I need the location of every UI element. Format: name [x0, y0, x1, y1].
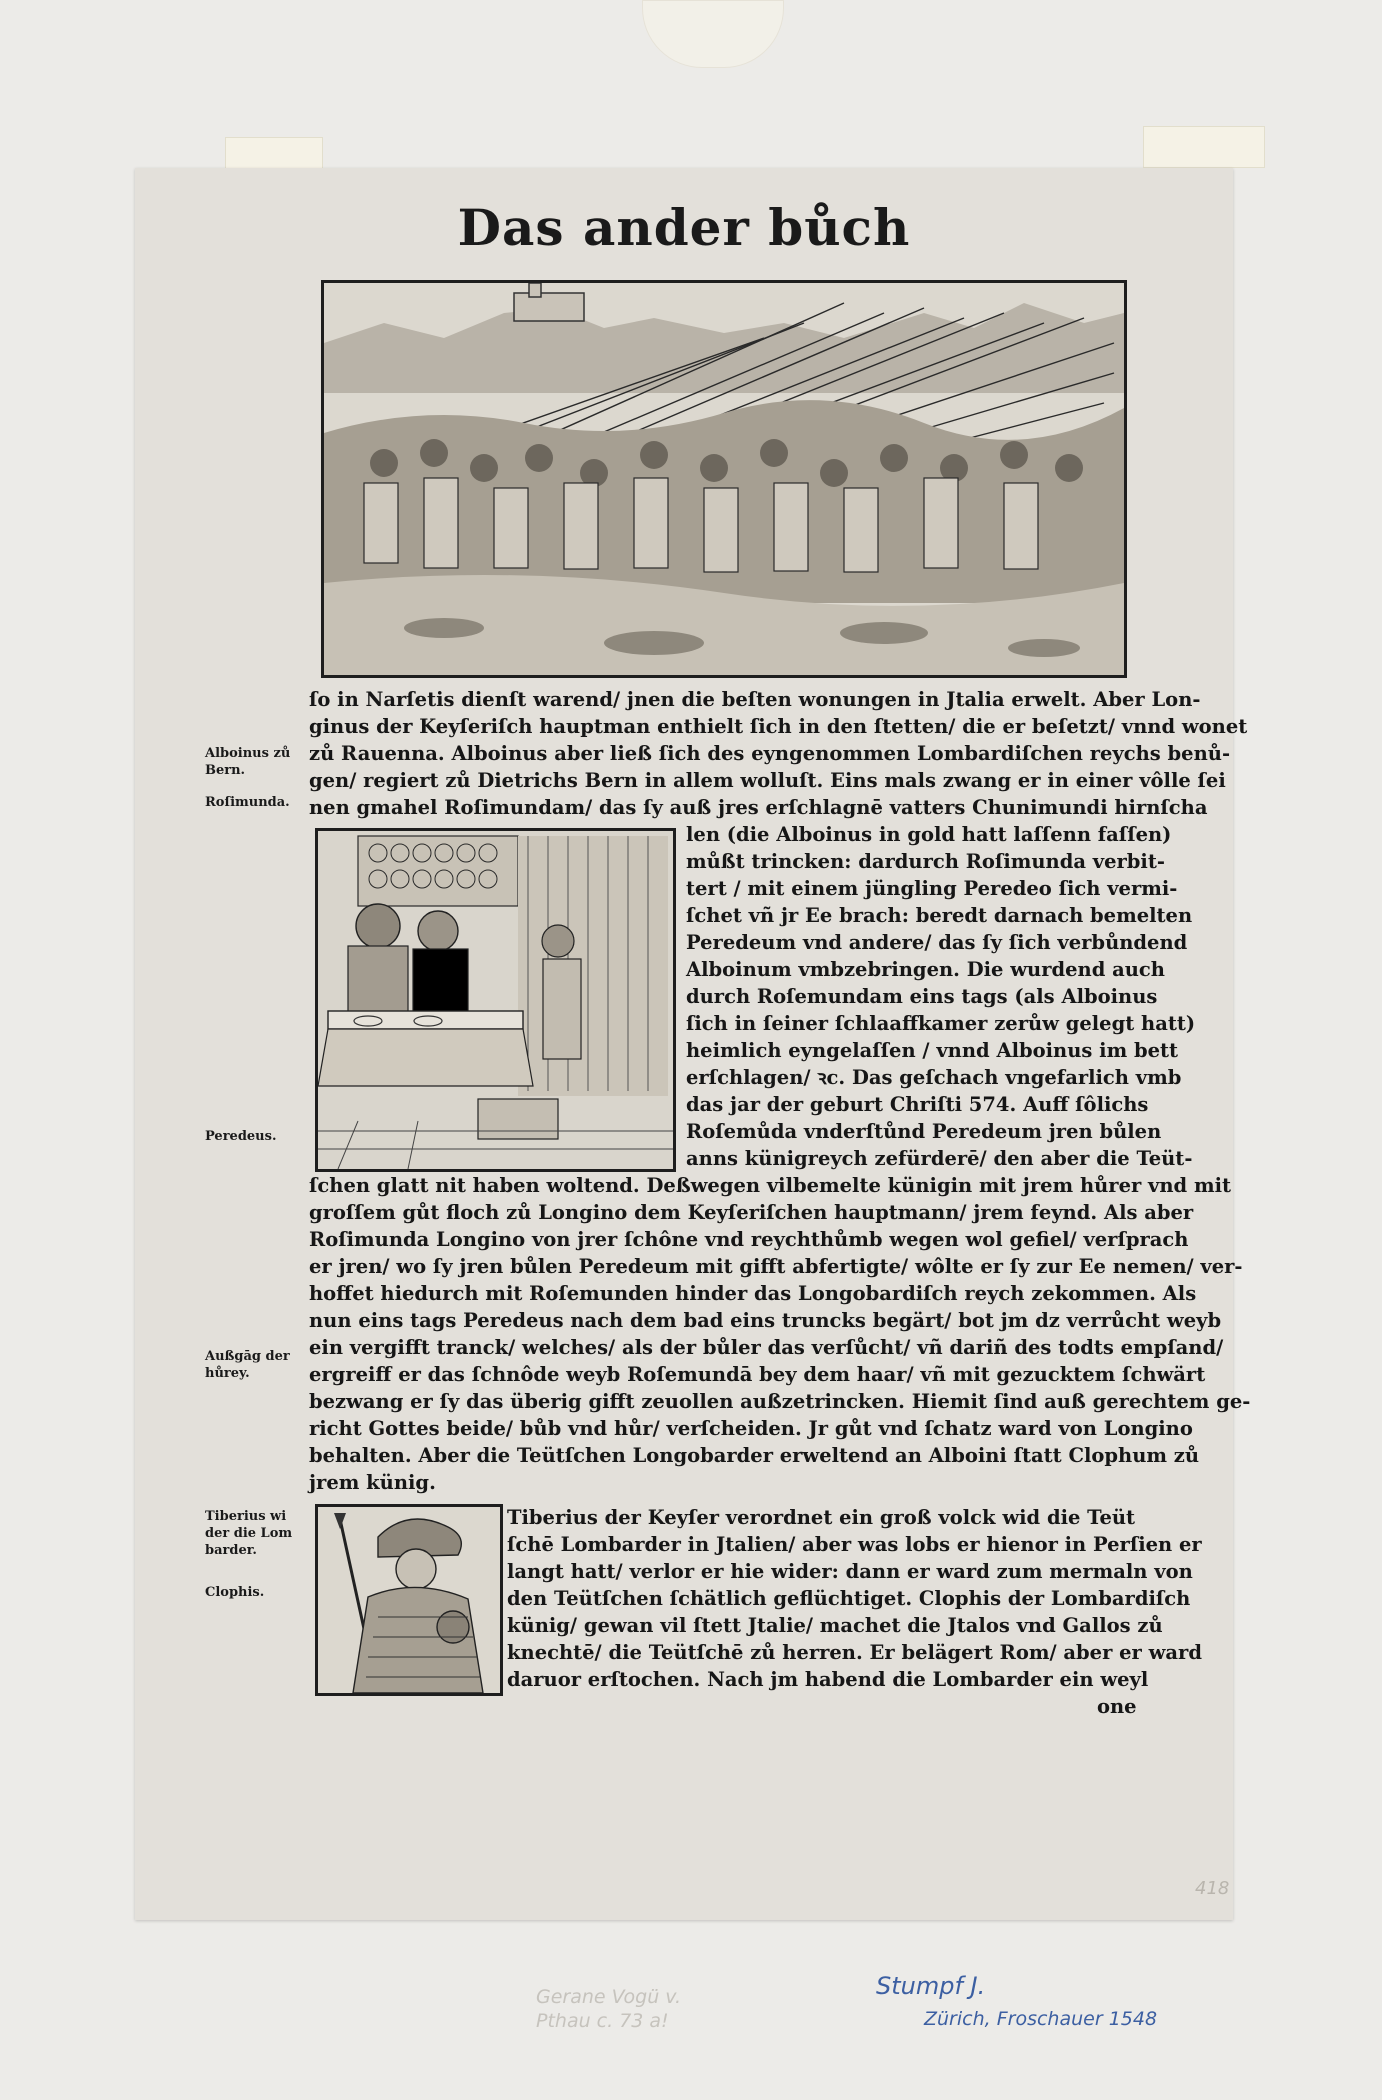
- ink-attribution-imprint: Zürich, Froschauer 1548: [924, 2008, 1158, 2030]
- text-line: ſo in Narſetis dienſt warend/ jnen die beſten wonungen in Jtalia erwelt. Aber Lon-: [309, 688, 1201, 711]
- text-line: erſchlagen/ ꝛc. Das geſchach vngefarlich vmb: [686, 1066, 1182, 1089]
- feast-woodcut-drawing: [318, 831, 673, 1169]
- text-line: len (die Alboinus in gold hatt laſſenn faſſen): [686, 823, 1172, 846]
- text-line: den Teütſchen ſchätlich geflüchtiget. Clophis der Lombardiſch: [507, 1587, 1191, 1610]
- hinge-tape-top: [642, 0, 784, 68]
- text-line: jrem künig.: [309, 1471, 436, 1494]
- text-line: daruor erſtochen. Nach jm habend die Lombarder ein weyl: [507, 1668, 1149, 1691]
- side-note-rosimunda: Roſimunda.: [205, 795, 290, 810]
- king-portrait-drawing: [318, 1507, 500, 1693]
- king-portrait-woodcut: [315, 1504, 503, 1696]
- text-line: bezwang er ſy das überig gifft zeuollen außzetrincken. Hiemit ſind auß gerechtem ge-: [309, 1390, 1251, 1413]
- ink-attribution-note: [876, 1972, 1157, 2030]
- catchword: one: [1097, 1695, 1137, 1718]
- text-line: anns künigreych zefürderē/ den aber die Teüt-: [686, 1147, 1193, 1170]
- side-note-ausgang-line: Außgāg der: [205, 1349, 290, 1364]
- battle-woodcut-drawing: [324, 283, 1124, 675]
- text-line: ſich in ſeiner ſchlaaffkamer zerůw gelegt hatt): [686, 1012, 1196, 1035]
- text-line: nun eins tags Peredeus nach dem bad eins truncks begärt/ bot jm dz verrůcht weyb: [309, 1309, 1222, 1332]
- text-line: langt hatt/ verlor er hie wider: dann er ward zum mermaln von: [507, 1560, 1193, 1583]
- pencil-folio-number: 418: [1195, 1878, 1230, 1899]
- ink-attribution-author: Stumpf J.: [876, 1972, 986, 2000]
- text-line: Alboinum vmbzebringen. Die wurdend auch: [686, 958, 1165, 981]
- battle-woodcut: [321, 280, 1127, 678]
- feast-woodcut: [315, 828, 676, 1172]
- text-line: das jar der geburt Chriſti 574. Auff ſôlichs: [686, 1093, 1149, 1116]
- text-line: er jren/ wo ſy jren bůlen Peredeum mit gifft abfertigte/ wôlte er ſy zur Ee nemen/ ver-: [309, 1255, 1243, 1278]
- text-line: Roſemůda vnderſtůnd Peredeum jren bůlen: [686, 1120, 1162, 1143]
- side-note-tiberius-line: der die Lom: [205, 1526, 293, 1541]
- running-head: Das ander bůch: [457, 198, 911, 257]
- side-note-alboinus-line: Bern.: [205, 763, 246, 778]
- text-line: zů Rauenna. Alboinus aber ließ ſich des eyngenommen Lombardiſchen reychs benů-: [309, 742, 1231, 765]
- pencil-annotation-line: Gerane Vogü v.: [536, 1986, 682, 2008]
- text-line: Peredeum vnd andere/ das ſy ſich verbůndend: [686, 931, 1188, 954]
- side-note-tiberius-line: Tiberius wi: [205, 1509, 287, 1524]
- side-note-peredeus: Peredeus.: [205, 1129, 277, 1144]
- side-note-ausgang: [205, 1348, 300, 1382]
- text-line: Tiberius der Keyſer verordnet ein groß volck wid die Teüt: [507, 1506, 1136, 1529]
- text-line: můßt trincken: dardurch Roſimunda verbit-: [686, 850, 1165, 873]
- side-note-ausgang-line: hůrey.: [205, 1366, 250, 1381]
- side-note-clophis: Clophis.: [205, 1585, 265, 1600]
- text-line: ſchē Lombarder in Jtalien/ aber was lobs er hienor in Perſien er: [507, 1533, 1202, 1556]
- pencil-annotation-line: Pthau c. 73 a!: [536, 2010, 669, 2032]
- text-line: tert / mit einem jüngling Peredeo ſich vermi-: [686, 877, 1178, 900]
- side-note-tiberius: [205, 1508, 300, 1559]
- text-line: ginus der Keyſeriſch hauptman enthielt ſich in den ſtetten/ die er beſetzt/ vnnd wonet: [309, 715, 1248, 738]
- text-line: ergreiff er das ſchnôde weyb Roſemundā bey dem haar/ vñ mit gezucktem ſchwärt: [309, 1363, 1206, 1386]
- text-line: groſſem gůt floch zů Longino dem Keyſeriſchen hauptmann/ jrem feynd. Als aber: [309, 1201, 1194, 1224]
- text-line: nen gmahel Roſimundam/ das ſy auß jres erſchlagnē vatters Chunimundi hirnſcha: [309, 796, 1208, 819]
- side-note-tiberius-line: barder.: [205, 1543, 257, 1558]
- hinge-tape-right: [1143, 126, 1265, 168]
- text-line: Roſimunda Longino von jrer ſchône vnd reychthůmb wegen wol gefiel/ verſprach: [309, 1228, 1189, 1251]
- hinge-tape-left: [225, 137, 323, 171]
- text-line: künig/ gewan vil ſtett Jtalie/ machet die Jtalos vnd Gallos zů: [507, 1614, 1163, 1637]
- book-leaf: [135, 168, 1251, 1920]
- text-line: durch Roſemundam eins tags (als Alboinus: [686, 985, 1158, 1008]
- text-line: behalten. Aber die Teütſchen Longobarder erweltend an Alboini ſtatt Clophum zů: [309, 1444, 1200, 1467]
- text-line: ſchen glatt nit haben woltend. Deßwegen vilbemelte künigin mit jrem hůrer vnd mit: [309, 1174, 1232, 1197]
- text-line: ſchet vñ jr Ee brach: beredt darnach bemelten: [686, 904, 1193, 927]
- text-line: hoffet hiedurch mit Roſemunden hinder das Longobardiſch reych zekommen. Als: [309, 1282, 1197, 1305]
- text-line: gen/ regiert zů Dietrichs Bern in allem wolluſt. Eins mals zwang er in einer vôlle ſei: [309, 769, 1226, 792]
- side-note-alboinus: [205, 745, 300, 779]
- pencil-annotation: [536, 1985, 681, 2033]
- text-line: heimlich eyngelaſſen / vnnd Alboinus im bett: [686, 1039, 1179, 1062]
- text-line: ein vergifft tranck/ welches/ als der bůler das verſůcht/ vñ dariñ des todts empſand/: [309, 1336, 1224, 1359]
- side-note-alboinus-line: Alboinus zů: [205, 746, 291, 761]
- text-line: knechtē/ die Teütſchē zů herren. Er belägert Rom/ aber er ward: [507, 1641, 1202, 1664]
- text-line: richt Gottes beide/ bůb vnd hůr/ verſcheiden. Jr gůt vnd ſchatz ward von Longino: [309, 1417, 1193, 1440]
